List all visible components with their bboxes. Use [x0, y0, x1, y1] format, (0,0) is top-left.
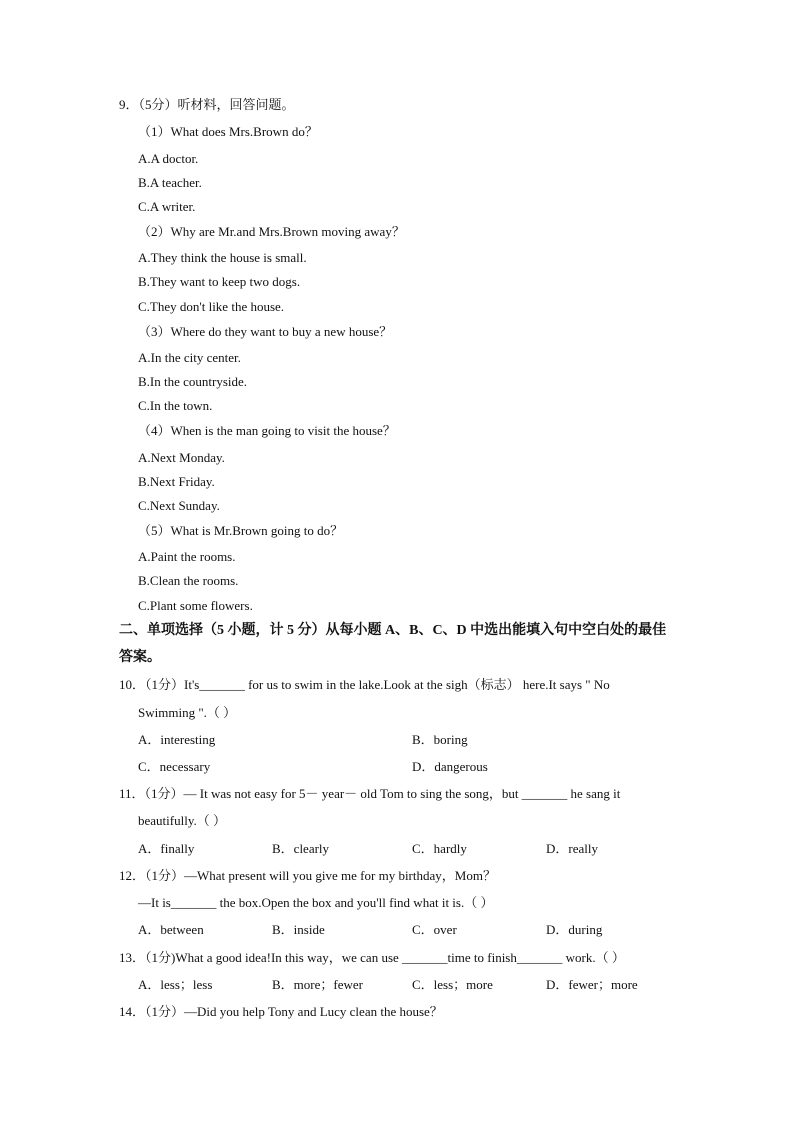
q11-option-c: C．hardly [412, 841, 467, 856]
q14-stem-line1: 14．（1分）—Did you help Tony and Lucy clean the house？ [119, 1004, 443, 1019]
q10-option-c: C．necessary [138, 759, 211, 774]
q9-sub3-option-b: B.In the countryside. [138, 374, 248, 389]
q9-sub4-option-c: C.Next Sunday. [138, 498, 220, 513]
q9-sub3-option-c: C.In the town. [138, 398, 213, 413]
q9-sub1-option-c: C.A writer. [138, 199, 196, 214]
q9-sub1-option-b: B.A teacher. [138, 175, 202, 190]
q12-option-c: C．over [412, 922, 457, 937]
q11-option-a: A．finally [138, 841, 195, 856]
q9-sub4-question: （4）When is the man going to visit the house？ [138, 423, 396, 438]
q9-sub1-question: （1）What does Mrs.Brown do？ [138, 124, 318, 139]
q9-sub4-option-b: B.Next Friday. [138, 474, 215, 489]
q9-sub5-option-b: B.Clean the rooms. [138, 573, 239, 588]
q10-option-d: D．dangerous [412, 759, 488, 774]
q9-sub2-option-c: C.They don't like the house. [138, 299, 285, 314]
q9-sub2-question: （2）Why are Mr.and Mrs.Brown moving away？ [138, 224, 405, 239]
q10-stem-line1: 10．（1分）It's_______ for us to swim in the lake.Look at the sigh（标志） here.It says " No [119, 677, 610, 692]
q9-sub4-option-a: A.Next Monday. [138, 450, 225, 465]
q12-option-d: D．during [546, 922, 603, 937]
section-title-line1: 二、单项选择（5 小题，计 5 分）从每小题 A、B、C、D 中选出能填入句中空白处的最佳 [119, 623, 667, 638]
q9-sub3-option-a: A.In the city center. [138, 350, 241, 365]
q9-header: 9．（5分）听材料，回答问题。 [119, 97, 295, 112]
q10-stem-line2: Swimming ".（ ） [138, 705, 237, 720]
q9-sub5-option-c: C.Plant some flowers. [138, 598, 253, 613]
q12-stem-line2: —It is_______ the box.Open the box and you'll find what it is.（ ） [138, 895, 494, 910]
q10-option-b: B．boring [412, 732, 468, 747]
q12-option-a: A．between [138, 922, 204, 937]
q11-stem-line2: beautifully.（ ） [138, 813, 226, 828]
q9-sub5-question: （5）What is Mr.Brown going to do？ [138, 523, 344, 538]
q13-stem-line1: 13．（1分)What a good idea!In this way，we can use _______time to finish_______ work.（ ） [119, 950, 625, 965]
q9-sub2-option-a: A.They think the house is small. [138, 250, 307, 265]
q11-stem-line1: 11．（1分）— It was not easy for 5－ year－ old Tom to sing the song，but _______ he sang it [119, 786, 621, 801]
q12-option-b: B．inside [272, 922, 325, 937]
q12-stem-line1: 12．（1分）—What present will you give me for my birthday，Mom？ [119, 868, 496, 883]
q9-sub1-option-a: A.A doctor. [138, 151, 199, 166]
q11-option-b: B．clearly [272, 841, 330, 856]
q11-option-d: D．really [546, 841, 598, 856]
q13-option-c: C．less；more [412, 977, 493, 992]
q10-option-a: A．interesting [138, 732, 216, 747]
q13-option-d: D．fewer；more [546, 977, 638, 992]
q9-sub2-option-b: B.They want to keep two dogs. [138, 274, 301, 289]
q13-option-b: B．more；fewer [272, 977, 363, 992]
q13-option-a: A．less；less [138, 977, 213, 992]
q9-sub3-question: （3）Where do they want to buy a new house？ [138, 324, 393, 339]
section-title-line2: 答案。 [119, 650, 161, 665]
q9-sub5-option-a: A.Paint the rooms. [138, 549, 236, 564]
